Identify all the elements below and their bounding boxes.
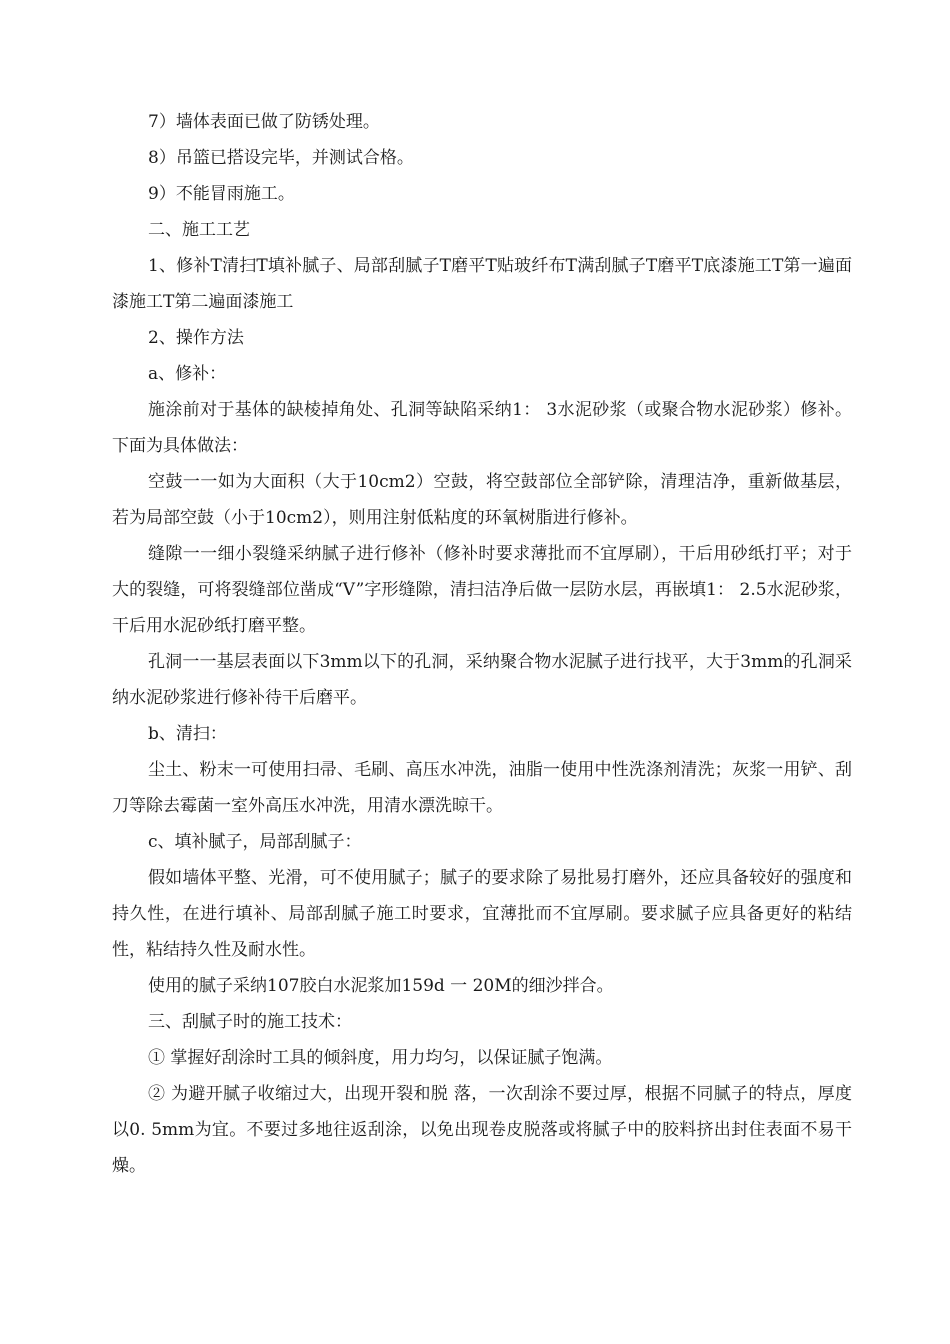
subheading-repair: a、修补： <box>148 364 227 384</box>
list-item-7: 7）墙体表面已做了防锈处理。 <box>148 112 380 132</box>
section-heading-process: 二、施工工艺 <box>148 220 250 240</box>
list-item-9: 9）不能冒雨施工。 <box>148 184 295 204</box>
paragraph-cracks: 缝隙一一细小裂缝采纳腻子进行修补（修补时要求薄批而不宜厚刷），干后用砂纸打平；对于大的裂缝，可将裂缝部位凿成“V”字形缝隙，清扫洁净后做一层防水层，再嵌填1： 2.5水泥砂浆，干后用水泥砂纸打磨平整。 <box>112 544 852 636</box>
process-flow: 1、修补T清扫T填补腻子、局部刮腻子T磨平T贴玻纤布T满刮腻子T磨平T底漆施工T第一遍面漆施工T第二遍面漆施工 <box>112 256 852 312</box>
subheading-operation-method: 2、操作方法 <box>148 328 244 348</box>
list-item-8: 8）吊篮已搭设完毕，并测试合格。 <box>148 148 414 168</box>
technique-item-2: ② 为避开腻子收缩过大，出现开裂和脱 落，一次刮涂不要过厚，根据不同腻子的特点，厚度以0. 5mm为宜。不要过多地往返刮涂，以免出现卷皮脱落或将腻子中的胶料挤出封住表面不易干燥。 <box>112 1084 852 1176</box>
technique-item-1: ① 掌握好刮涂时工具的倾斜度，用力均匀，以保证腻子饱满。 <box>148 1048 613 1068</box>
paragraph-putty-requirements: 假如墙体平整、光滑，可不使用腻子；腻子的要求除了易批易打磨外，还应具备较好的强度和持久性，在进行填补、局部刮腻子施工时要求，宜薄批而不宜厚刷。要求腻子应具备更好的粘结性，粘结持久性及耐水性。 <box>112 868 852 960</box>
paragraph-repair-intro: 施涂前对于基体的缺棱掉角处、孔洞等缺陷采纳1： 3水泥砂浆（或聚合物水泥砂浆）修补。下面为具体做法： <box>112 400 852 456</box>
subheading-cleaning: b、清扫： <box>148 724 227 744</box>
paragraph-hollow: 空鼓一一如为大面积（大于10cm2）空鼓，将空鼓部位全部铲除，清理洁净，重新做基层，若为局部空鼓（小于10cm2），则用注射低粘度的环氧树脂进行修补。 <box>112 472 852 528</box>
document-body <box>112 104 852 1184</box>
section-heading-putty-technique: 三、刮腻子时的施工技术： <box>148 1012 352 1032</box>
subheading-putty-filling: c、填补腻子，局部刮腻子： <box>148 832 362 852</box>
paragraph-cleaning: 尘土、粉末一可使用扫帚、毛刷、高压水冲洗，油脂一使用中性洗涤剂清洗；灰浆一用铲、刮刀等除去霉菌一室外高压水冲洗，用清水漂洗晾干。 <box>112 760 852 816</box>
paragraph-putty-mix: 使用的腻子采纳107胶白水泥浆加159d 一 20M的细沙拌合。 <box>148 976 614 996</box>
paragraph-holes: 孔洞一一基层表面以下3mm以下的孔洞，采纳聚合物水泥腻子进行找平，大于3mm的孔洞采纳水泥砂浆进行修补待干后磨平。 <box>112 652 852 708</box>
